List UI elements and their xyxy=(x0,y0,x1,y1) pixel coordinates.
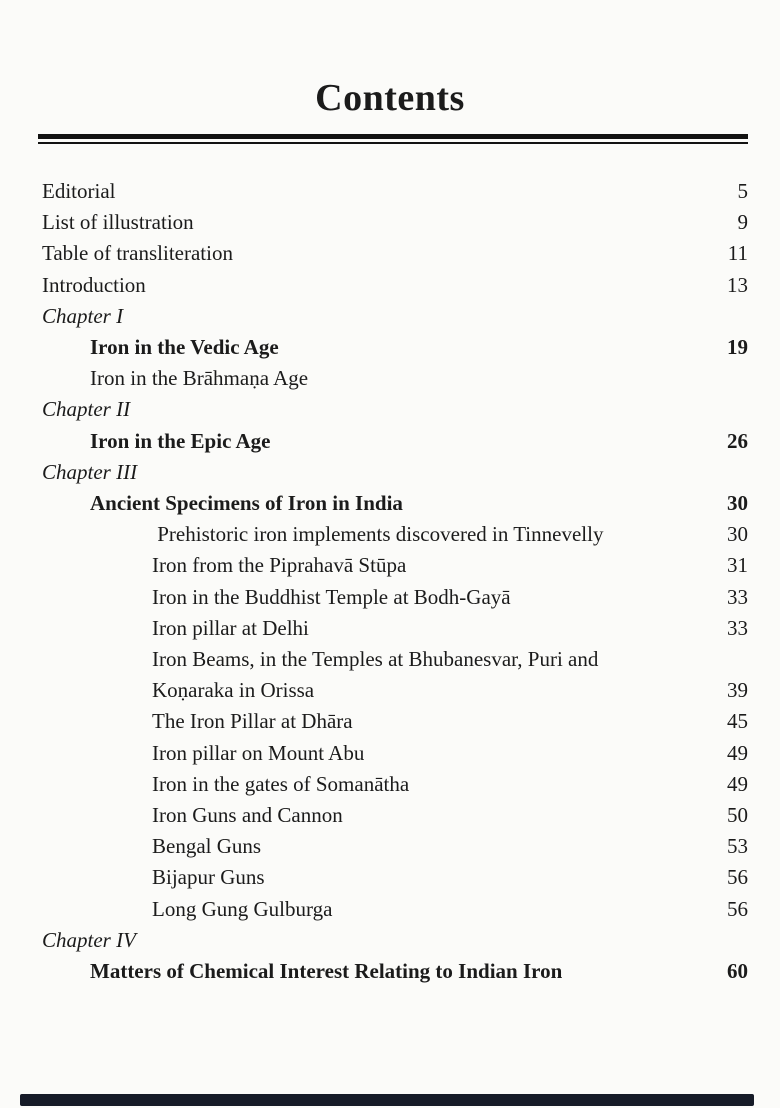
toc-entry-label: Iron pillar at Delhi xyxy=(152,615,309,640)
toc-entry xyxy=(42,519,748,550)
toc-entry-page: 49 xyxy=(727,771,748,796)
toc-entry-label: Iron in the Brāhmaṇa Age xyxy=(90,366,309,391)
toc-entry-label: Iron in the Vedic Age xyxy=(90,335,279,360)
toc-entry-label: Ancient Specimens of Iron in India xyxy=(90,491,403,516)
toc-entry-page: 33 xyxy=(727,615,748,640)
toc-entry-label: The Iron Pillar at Dhāra xyxy=(152,709,353,734)
toc-entry-page: 53 xyxy=(727,834,748,859)
toc-entry-label: Editorial xyxy=(42,179,116,203)
toc-entry xyxy=(42,738,748,769)
toc-entry-page: 33 xyxy=(727,584,748,609)
toc-entry xyxy=(42,675,748,706)
toc-entry-page: 11 xyxy=(727,241,748,266)
toc-entry-page: 19 xyxy=(727,335,748,360)
toc-entry-label: Introduction xyxy=(42,272,146,297)
toc-entry xyxy=(42,862,748,893)
toc-entry-label: Bengal Guns xyxy=(152,834,262,859)
toc-entry-page: 60 xyxy=(727,959,748,984)
toc-entry xyxy=(42,426,748,457)
toc-entry-page: 9 xyxy=(737,210,748,235)
toc-entry xyxy=(42,488,748,519)
toc-entry xyxy=(42,301,748,332)
toc-entry xyxy=(42,613,748,644)
toc-entry-label: Chapter III xyxy=(42,459,138,484)
toc-entry xyxy=(42,894,748,925)
toc-entry xyxy=(42,956,748,987)
toc-entry-label: Iron in the Buddhist Temple at Bodh-Gayā xyxy=(152,584,511,609)
toc-list xyxy=(42,176,748,987)
toc-entry-label: Bijapur Guns xyxy=(152,865,265,890)
toc-entry-label: Koṇaraka in Orissa xyxy=(152,678,315,703)
toc-entry-page: 56 xyxy=(727,896,748,921)
toc-entry-label: Chapter II xyxy=(42,397,131,422)
toc-entry-label: Matters of Chemical Interest Relating to Indian Iron xyxy=(90,959,563,984)
toc-entry xyxy=(42,550,748,581)
toc-entry xyxy=(42,800,748,831)
toc-entry-label: List of illustration xyxy=(42,210,194,235)
toc-entry-label: Iron in the gates of Somanātha xyxy=(152,771,410,796)
toc-entry-label: Long Gung Gulburga xyxy=(152,896,333,921)
toc-entry-page: 30 xyxy=(727,522,748,547)
toc-entry-page: 45 xyxy=(727,709,748,734)
scan-bottom-edge xyxy=(20,1094,754,1106)
toc-entry-label: Table of transliteration xyxy=(42,241,233,266)
toc-entry xyxy=(42,238,748,269)
toc-entry-label: Iron pillar on Mount Abu xyxy=(152,740,365,765)
toc-entry xyxy=(42,176,748,207)
toc-entry-label: Iron from the Piprahavā Stūpa xyxy=(152,553,407,578)
toc-entry-label: Chapter IV xyxy=(42,927,136,952)
toc-entry xyxy=(42,332,748,363)
toc-entry-page: 50 xyxy=(727,803,748,828)
toc-entry xyxy=(42,769,748,800)
toc-entry-page: 49 xyxy=(727,740,748,765)
toc-entry-page: 13 xyxy=(727,272,748,297)
toc-entry-label: Prehistoric iron implements discovered in Tinnevelly xyxy=(152,522,604,547)
toc-entry-page: 39 xyxy=(727,678,748,703)
toc-entry xyxy=(42,706,748,737)
toc-entry xyxy=(42,925,748,956)
toc-entry-page: 31 xyxy=(727,553,748,578)
toc-entry xyxy=(42,394,748,425)
toc-entry-page: 56 xyxy=(727,865,748,890)
title-divider xyxy=(38,134,748,144)
toc-entry xyxy=(42,582,748,613)
toc-entry xyxy=(42,644,748,675)
toc-entry-page: 26 xyxy=(727,428,748,453)
toc-entry xyxy=(42,831,748,862)
toc-entry-page: 5 xyxy=(737,179,748,203)
toc-entry xyxy=(42,457,748,488)
page-title: Contents xyxy=(315,77,465,119)
toc-entry-label: Chapter I xyxy=(42,303,124,328)
toc-entry xyxy=(42,363,748,394)
toc-entry-label: Iron Beams, in the Temples at Bhubanesvar, Puri and xyxy=(152,647,599,672)
toc-entry xyxy=(42,207,748,238)
toc-entry-label: Iron in the Epic Age xyxy=(90,428,271,453)
toc-entry-label: Iron Guns and Cannon xyxy=(152,803,343,828)
toc-entry xyxy=(42,270,748,301)
toc-entry-page: 30 xyxy=(727,491,748,516)
